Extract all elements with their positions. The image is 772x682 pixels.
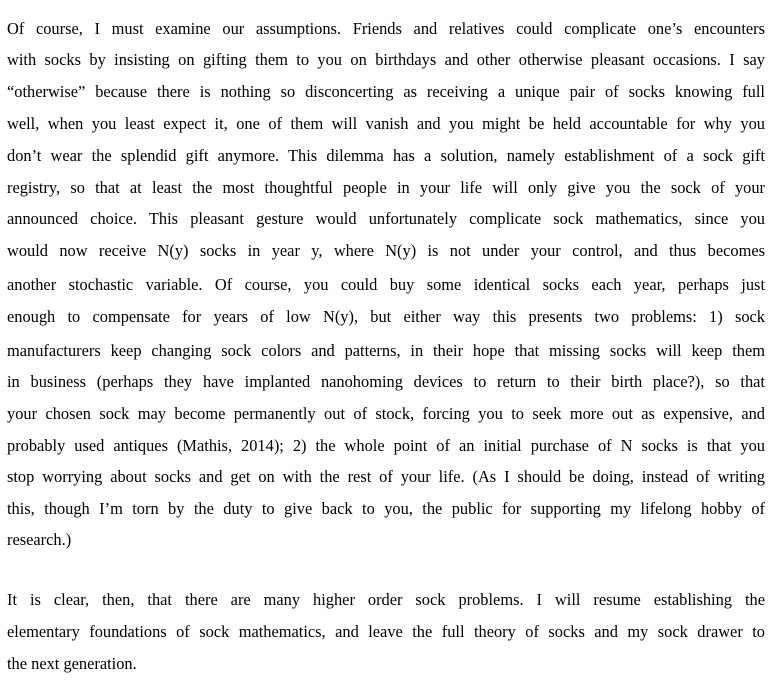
text-line: It is clear, then, that there are many higher order sock problems. I will resume establishing the	[7, 590, 765, 609]
text-line: “otherwise” because there is nothing so disconcerting as receiving a unique pair of socks knowing full	[7, 82, 765, 101]
text-line: with socks by insisting on gifting them to you on birthdays and other otherwise pleasant occasions. I say	[7, 50, 765, 69]
text-line: this, though I’m torn by the duty to give back to you, the public for supporting my lifelong hobby of	[7, 499, 765, 518]
text-line: well, when you least expect it, one of them will vanish and you might be held accountable for why you	[7, 114, 765, 133]
text-line: stop worrying about socks and get on with the rest of your life. (As I should be doing, instead of writing	[7, 467, 765, 486]
text-line: the next generation.	[7, 654, 137, 673]
text-line: Of course, I must examine our assumptions. Friends and relatives could complicate one’s encounters	[7, 19, 765, 38]
text-line: elementary foundations of sock mathematics, and leave the full theory of socks and my sock drawer to	[7, 622, 765, 641]
text-line: enough to compensate for years of low N(y), but either way this presents two problems: 1) sock	[7, 307, 765, 326]
text-line: in business (perhaps they have implanted nanohoming devices to return to their birth place?), so that	[7, 372, 765, 391]
text-line: research.)	[7, 530, 72, 549]
text-line: don’t wear the splendid gift anymore. This dilemma has a solution, namely establishment of a sock gift	[7, 146, 765, 165]
text-line: manufacturers keep changing sock colors and patterns, in their hope that missing socks will keep them	[7, 341, 765, 360]
text-line: registry, so that at least the most thoughtful people in your life will only give you the sock of your	[7, 178, 765, 197]
text-line: announced choice. This pleasant gesture would unfortunately complicate sock mathematics, since you	[7, 209, 765, 228]
text-line: would now receive N(y) socks in year y, where N(y) is not under your control, and thus becomes	[7, 241, 765, 260]
text-line: probably used antiques (Mathis, 2014); 2) the whole point of an initial purchase of N socks is that you	[7, 436, 765, 455]
text-line: another stochastic variable. Of course, you could buy some identical socks each year, perhaps just	[7, 275, 765, 294]
text-line: your chosen sock may become permanently out of stock, forcing you to seek more out as expensive, and	[7, 404, 765, 423]
